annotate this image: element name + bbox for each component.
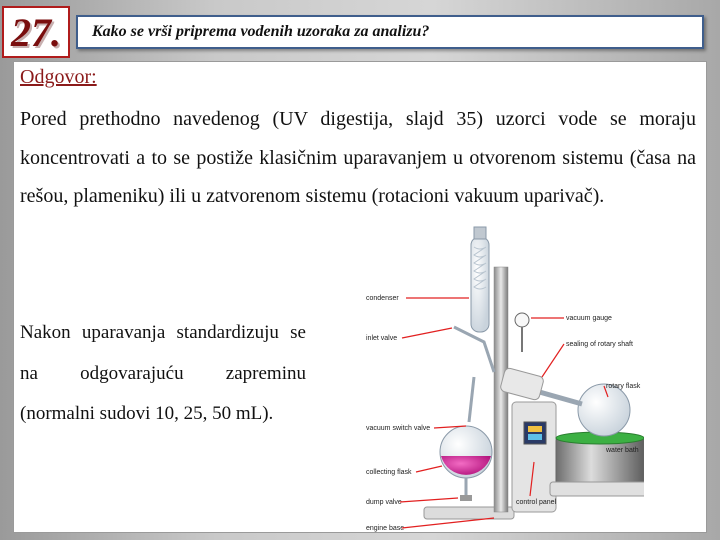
- vacuum-gauge-shape: [515, 313, 529, 327]
- control-tower-shape: [512, 402, 556, 512]
- arrow-inlet-valve: [402, 328, 452, 338]
- display-screen: [524, 422, 546, 444]
- label-vacuum-switch-valve: vacuum switch valve: [366, 425, 431, 432]
- label-dump-valve: dump valve: [366, 499, 402, 506]
- question-title: Kako se vrši priprema vodenih uzoraka za analizu?: [92, 23, 430, 40]
- label-vacuum-gauge: vacuum gauge: [566, 315, 612, 322]
- rotary-evaporator-diagram: [344, 212, 644, 532]
- paragraph-standardization: Nakon uparavanja standardizuju se na odgovarajuću zapreminu (normalni sudovi 10, 25, 50 mL).: [20, 322, 306, 424]
- label-rotary-flask: rotary flask: [606, 383, 641, 390]
- rotary-flask-shape: [578, 384, 630, 436]
- label-engine-base: engine base: [366, 525, 405, 532]
- label-water-bath: water bath: [606, 447, 639, 454]
- label-control-panel: control panel: [516, 499, 557, 506]
- slide-number-badge: [2, 6, 70, 58]
- label-sealing: sealing of rotary shaft: [566, 341, 633, 348]
- content-panel: [13, 61, 707, 533]
- paragraph-intro: Pored prethodno navedenog (UV digestija, slajd 35) uzorci vode se moraju koncentrovati a to se postiže klasičnim uparavanjem u otvorenom sistemu (časa na rešou, plameniku) ili u zatvorenom sistemu (rotacioni vakuum uparivač).: [20, 108, 696, 207]
- arrow-collecting-flask: [416, 466, 442, 472]
- label-inlet-valve: inlet valve: [366, 335, 398, 342]
- arrow-sealing: [542, 344, 564, 377]
- arrow-dump-valve: [400, 498, 458, 502]
- question-title-box: [76, 15, 704, 49]
- label-condenser: condenser: [366, 295, 399, 302]
- slide-number: 27.: [11, 9, 61, 55]
- dump-valve-shape: [460, 495, 472, 501]
- label-collecting-flask: collecting flask: [366, 469, 412, 476]
- answer-label: Odgovor:: [20, 66, 97, 88]
